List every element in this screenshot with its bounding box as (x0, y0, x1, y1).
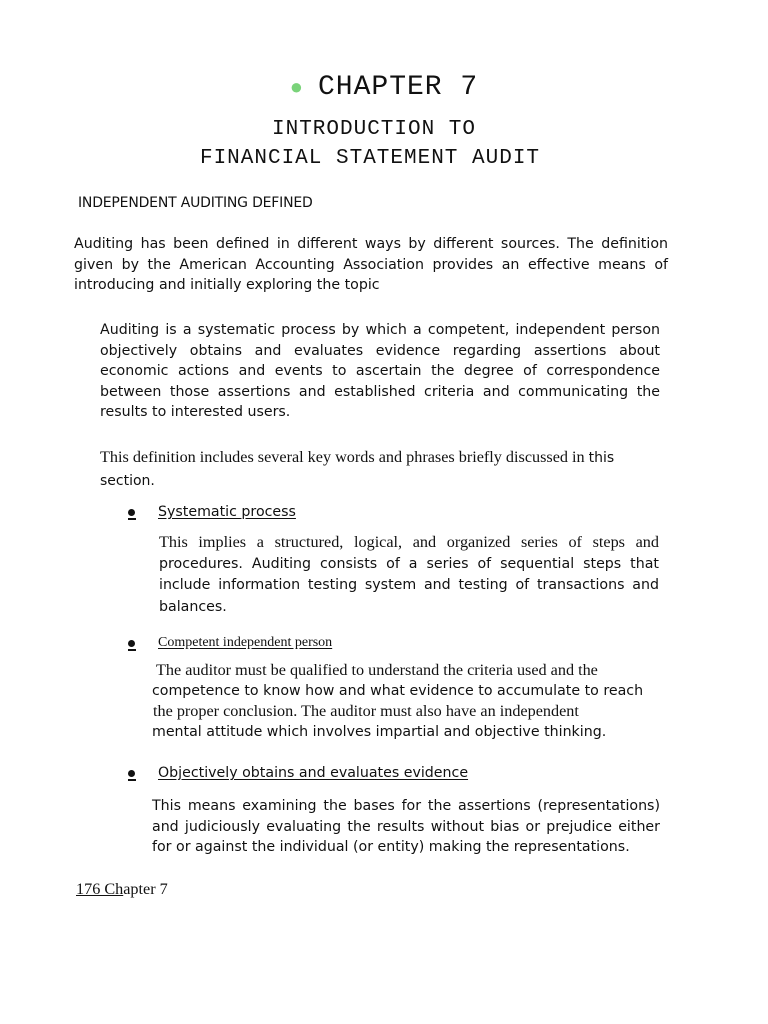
section-heading: INDEPENDENT AUDITING DEFINED (78, 195, 313, 211)
item-body-line-1: The auditor must be qualified to understand the criteria used and the (156, 661, 598, 679)
key-words-tail: this section. (100, 450, 615, 489)
intro-paragraph: Auditing has been defined in different ways by different sources. The definition given by the American Accounting Association provides an effective means of introducing and initially exploring the topic (74, 236, 668, 293)
footer-page-number: 176 Ch (76, 880, 124, 898)
item-body-competent-independent-person (152, 660, 659, 742)
bullet-icon (128, 509, 135, 516)
item-title-competent-independent-person: Competent independent person (158, 635, 333, 650)
item-body-objectively-obtains-evidence: This means examining the bases for the assertions (representations) and judiciously evaluating the results without bias or prejudice either for or against the individual (or entity) making the representations. (152, 798, 660, 855)
key-words-text: This definition includes several key words and phrases briefly discussed in (100, 448, 589, 466)
item-body-systematic-process (159, 532, 659, 617)
chapter-title-line-2: FINANCIAL STATEMENT AUDIT (199, 147, 541, 170)
item-body-line-3: the proper conclusion. The auditor must also have an independent (153, 702, 579, 720)
page-footer (76, 880, 168, 899)
chapter-title-line-1: INTRODUCTION TO (271, 118, 477, 141)
bullet-icon (128, 770, 135, 777)
item-body-systematic-process-sans: procedures. Auditing consists of a series of sequential steps that include information testing system and testing of transactions and balances. (159, 555, 659, 615)
item-body-systematic-process-serif: This implies a structured, logical, and organized series of steps and (159, 533, 659, 551)
footer-chapter: apter 7 (123, 880, 168, 898)
item-body-line-4: mental attitude which involves impartial and objective thinking. (152, 723, 607, 740)
item-body-line-2: competence to know how and what evidence to accumulate to reach (152, 682, 644, 699)
chapter-label: CHAPTER 7 (317, 72, 479, 103)
chapter-bullet-icon: ● (289, 76, 304, 101)
item-title-systematic-process: Systematic process (158, 504, 296, 520)
bullet-icon (128, 640, 135, 647)
key-words-paragraph (100, 446, 666, 492)
definition-paragraph: Auditing is a systematic process by which a competent, independent person objectively obtains and evaluates evidence regarding assertions about economic actions and events to ascertain the degree of correspondence between those assertions and established criteria and communicating the results to interested users. (100, 322, 660, 420)
item-title-objectively-obtains-evidence: Objectively obtains and evaluates evidence (158, 765, 469, 781)
chapter-heading (0, 72, 768, 103)
